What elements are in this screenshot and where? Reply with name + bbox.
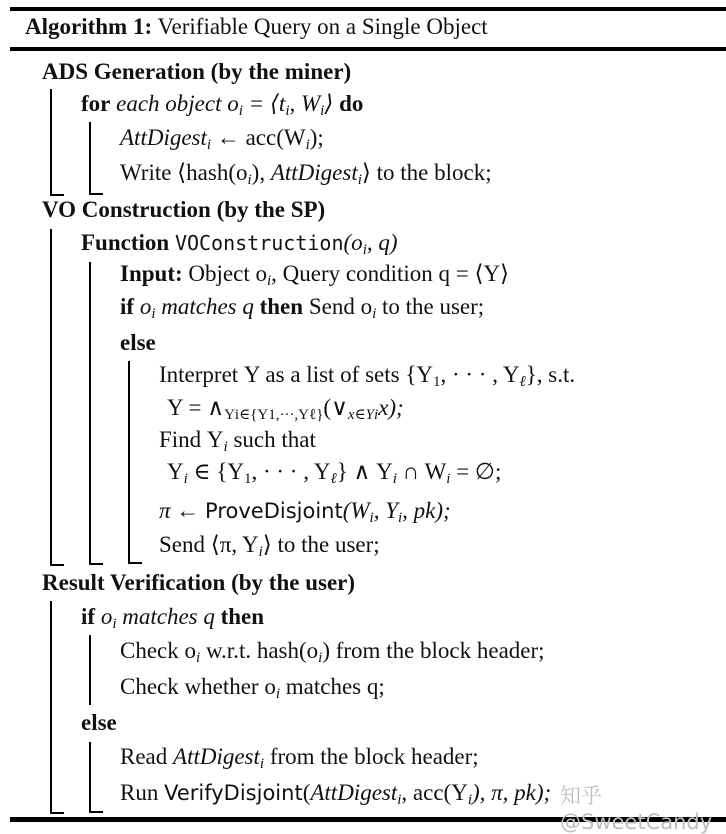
algorithm-caption: Verifiable Query on a Single Object	[157, 14, 488, 39]
block-bar	[89, 635, 91, 705]
block-bar	[89, 742, 91, 812]
watermark: 知乎 @SweetCandy	[560, 784, 713, 834]
algorithm-label: Algorithm 1:	[25, 14, 153, 39]
block-bar	[50, 229, 52, 565]
block-bar	[50, 89, 52, 195]
algorithm-title	[25, 12, 488, 42]
block-end	[89, 811, 103, 813]
send-line: Send ⟨π, $\Upsilon_i⟩$ to the user;	[159, 532, 380, 560]
block-end	[50, 812, 64, 814]
block-bar	[128, 361, 130, 563]
write-line: Write $⟨hash(o_i)$, AttDigest$_i$⟩ to the block;	[120, 160, 492, 188]
top-rule	[10, 7, 726, 11]
if-line: if $o_i$ matches q then Send $o_i$ to the user;	[120, 294, 485, 322]
else-keyword: else	[120, 330, 156, 355]
read-line: Read AttDigest$_i$ from the block header;	[120, 744, 479, 772]
input-line: Input: Object $o_i$, Query condition q = ⟨Υ⟩	[120, 261, 510, 289]
block-end	[89, 563, 103, 565]
block-end	[50, 564, 64, 566]
section-heading-ads: ADS Generation (by the miner)	[42, 59, 352, 84]
formula-line: $\Upsilon = \wedge_{\Upsilon i\in\{\Upsilon 1,\cdot\cdot\cdot,\Upsilon\ell\}}(\vee_{x\in\Upsilon i}x)$;	[167, 395, 404, 423]
check-hash-line: Check $o_i$ w.r.t. $hash(o_i)$ from the block header;	[120, 638, 545, 666]
interpret-line: Interpret Υ as a list of sets {$\Upsilon_1$, · · · , $\Upsilon_\ell$}, s.t.	[159, 362, 576, 390]
section-heading-result: Result Verification (by the user)	[42, 570, 356, 595]
result-else-keyword: else	[81, 710, 117, 735]
for-line: for each object $o_i$ = $⟨t_i$, $W_i⟩$ do	[81, 91, 364, 119]
block-bar	[89, 122, 91, 194]
run-line: Run VerifyDisjoint(AttDigest$_i$, $acc(\Upsilon_i)$, π, pk);	[120, 780, 552, 808]
title-rule	[10, 47, 726, 51]
result-if-line: if $o_i$ matches q then	[81, 604, 265, 632]
block-end	[128, 562, 142, 564]
section-heading-vo: VO Construction (by the SP)	[42, 197, 326, 222]
function-line: Function $VOConstruction(o_i$, q)	[81, 230, 398, 258]
block-bar	[50, 601, 52, 813]
attdigest-line: AttDigest$_i$ ← $acc(W_i)$;	[120, 125, 324, 153]
find-line: Find $\Upsilon_i$ such that	[159, 427, 316, 455]
block-bar	[89, 262, 91, 564]
prove-line: π ← $ProveDisjoint(W_i$, $\Upsilon_i$, pk);	[159, 498, 451, 526]
condition-line: $\Upsilon_i$ ∈ {$\Upsilon_1$, · · · , $\Upsilon_\ell$} ∧ $\Upsilon_i$ ∩ $W_i$ = ∅;	[167, 459, 502, 487]
check-match-line: Check whether $o_i$ matches q;	[120, 674, 385, 702]
